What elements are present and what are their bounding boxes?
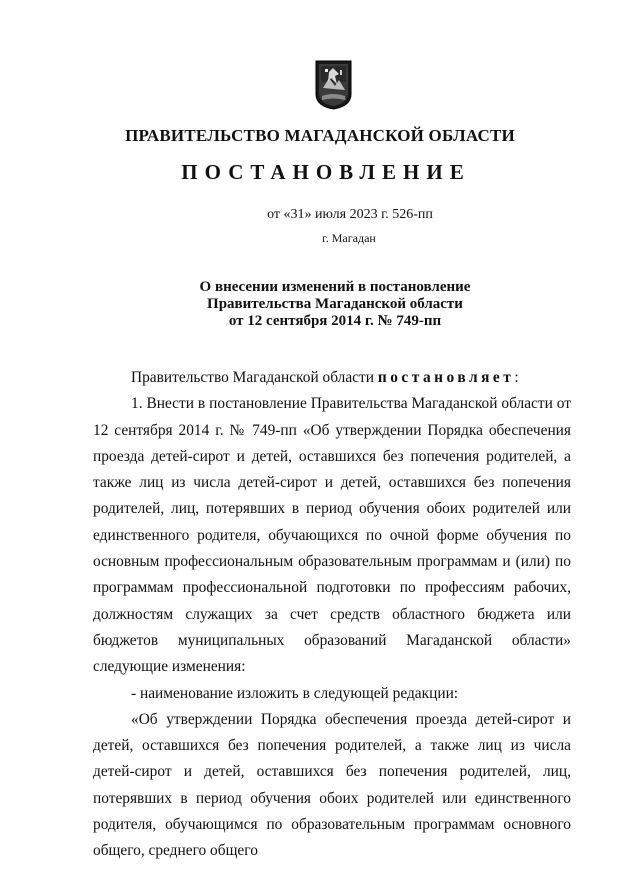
subject-line: О внесении изменений в постановление xyxy=(199,279,471,295)
subject-line: Правительства Магаданской области xyxy=(207,296,463,312)
intro-prefix: Правительство Магаданской области xyxy=(131,369,378,386)
quoted-paragraph: «Об утверждении Порядка обеспечения проезда детей-сирот и детей, оставшихся без попечения родителей, а также лиц из числа детей-сирот и детей, оставшихся без попечения родителей, лиц, потерявших в период обучения обоих родителей или единственного родителя, обучающимся по образовательным программам основного общего, среднего общего xyxy=(93,710,571,860)
coat-of-arms-icon xyxy=(315,60,352,110)
document-body xyxy=(93,365,571,865)
intro-paragraph xyxy=(93,365,571,391)
document-city: г. Магадан xyxy=(322,231,376,245)
item-1-dash-paragraph: - наименование изложить в следующей редакции: xyxy=(131,684,459,702)
document-subject xyxy=(0,279,640,330)
intro-suffix: : xyxy=(514,369,519,386)
document-date-number: от «31» июля 2023 г. 526-пп xyxy=(267,207,433,222)
resolution-verb: постановляет xyxy=(377,369,515,386)
document-type: ПОСТАНОВЛЕНИЕ xyxy=(181,160,471,184)
item-1-paragraph: 1. Внести в постановление Правительства Магаданской области от 12 сентября 2014 г. № 749-пп «Об утверждении Порядка обеспечения проезда детей-сирот и детей, оставшихся без попечения родителей, а также лиц из числа детей-сирот и детей, оставшихся без попечения родителей, лиц, потерявших в период обучения обоих родителей или единственного родителя, обучающихся по очной форме обучения по основным профессиональным образовательным программам и (или) по программам профессиональной подготовки по профессиям рабочих, должностям служащих за счет средств областного бюджета или бюджетов муниципальных образований Магаданской области» следующие изменения: xyxy=(93,395,571,676)
government-title: ПРАВИТЕЛЬСТВО МАГАДАНСКОЙ ОБЛАСТИ xyxy=(125,126,515,145)
subject-line: от 12 сентября 2014 г. № 749-пп xyxy=(228,313,442,329)
